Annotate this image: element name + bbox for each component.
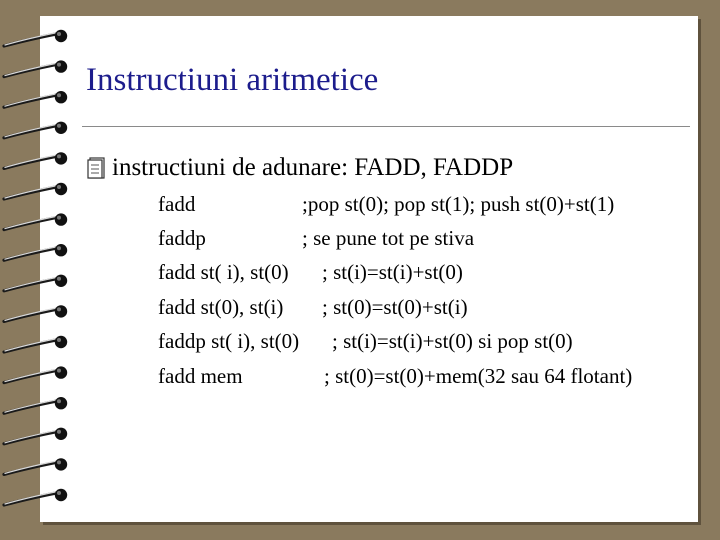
title-divider (82, 126, 690, 127)
instruction-comment: ; st(i)=st(i)+st(0) si pop st(0) (332, 329, 573, 353)
instruction: faddp st( i), st(0) (158, 329, 300, 353)
slide-title: Instructiuni aritmetice (86, 62, 379, 98)
instruction-comment: ; st(0)=st(0)+st(i) (322, 295, 468, 319)
bullet-text: instructiuni de adunare: FADD, FADDP (112, 154, 514, 181)
instruction: faddp (158, 226, 206, 250)
notebook-icon (86, 156, 106, 180)
instruction: fadd (158, 192, 196, 216)
instruction-comment: ; se pune tot pe stiva (302, 226, 475, 250)
instruction: fadd mem (158, 364, 243, 388)
spiral-binding-icon (0, 0, 80, 540)
instruction-comment: ; st(0)=st(0)+mem(32 sau 64 flotant) (324, 364, 633, 388)
instruction-comment: ;pop st(0); pop st(1); push st(0)+st(1) (302, 192, 615, 216)
instruction: fadd st( i), st(0) (158, 260, 289, 284)
instruction-comment: ; st(i)=st(i)+st(0) (322, 260, 463, 284)
instruction: fadd st(0), st(i) (158, 295, 284, 319)
bullet-item (86, 150, 513, 186)
